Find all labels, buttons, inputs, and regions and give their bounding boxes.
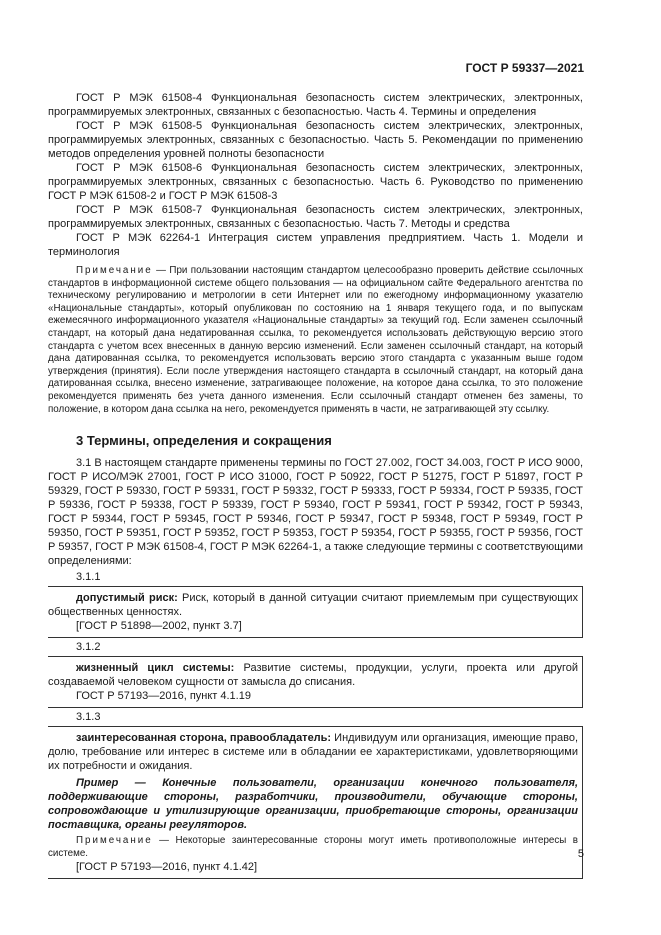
term-example: Пример — Конечные пользователи, организации конечного пользователя, поддерживающие стороны, разработчики, производители, обучающие стороны, сопровождающие и утилизирующие организации, приобретающие стороны, организации поставщика, органы регуляторов. bbox=[48, 777, 578, 832]
term-source: [ГОСТ Р 57193—2016, пункт 4.1.42] bbox=[76, 861, 258, 874]
term-number: 3.1.3 bbox=[76, 711, 101, 724]
ref-item: ГОСТ Р МЭК 61508-6 Функциональная безопасность систем электрических, электронных, программируемых электронных, связанных с безопасностью. Часть 6. Руководство по применению ГОСТ Р МЭК 61508-2 и ГОСТ Р МЭК 61508-3 bbox=[48, 162, 583, 202]
ref-item: ГОСТ Р МЭК 61508-5 Функциональная безопасность систем электрических, электронных, программируемых электронных, связанных с безопасностью. Часть 5. Рекомендации по применению методов определения уровней полноты безопасности bbox=[48, 120, 583, 160]
term-name: заинтересованная сторона, правообладатель: bbox=[76, 732, 332, 745]
document-header: ГОСТ Р 59337—2021 bbox=[465, 61, 584, 75]
term-def-text: Развитие системы, продукции, услуги, проекта или другой создаваемой человеком сущности от замысла до списания. bbox=[48, 662, 578, 689]
term-name: жизненный цикл системы: bbox=[76, 662, 235, 675]
ref-item: ГОСТ Р МЭК 62264-1 Интеграция систем управления предприятием. Часть 1. Модели и терминология bbox=[48, 232, 583, 258]
term-note bbox=[48, 835, 578, 860]
term-box bbox=[48, 656, 583, 708]
term-number: 3.1.2 bbox=[76, 641, 101, 654]
page-number: 5 bbox=[577, 848, 584, 860]
section-heading: 3 Термины, определения и сокращения bbox=[76, 433, 332, 449]
note-text: — Некоторые заинтересованные стороны могут иметь противоположные интересы в системе. bbox=[48, 835, 578, 859]
term-definition bbox=[48, 731, 578, 773]
note-label: Примечание bbox=[76, 835, 153, 847]
page-content bbox=[48, 91, 583, 879]
term-source: ГОСТ Р 57193—2016, пункт 4.1.19 bbox=[76, 690, 251, 703]
ref-item: ГОСТ Р МЭК 61508-7 Функциональная безопасность систем электрических, электронных, программируемых электронных, связанных с безопасностью. Часть 7. Методы и средства bbox=[48, 204, 583, 230]
ref-item: ГОСТ Р МЭК 61508-4 Функциональная безопасность систем электрических, электронных, программируемых электронных, связанных с безопасностью. Часть 4. Термины и определения bbox=[48, 92, 583, 118]
term-source: [ГОСТ Р 51898—2002, пункт 3.7] bbox=[76, 620, 242, 633]
term-definition bbox=[48, 661, 578, 689]
note-label: Примечание bbox=[76, 265, 153, 276]
section-intro: 3.1 В настоящем стандарте применены термины по ГОСТ 27.002, ГОСТ 34.003, ГОСТ Р ИСО 9000, ГОСТ Р ИСО/МЭК 27001, ГОСТ Р ИСО 31000, ГОСТ Р 50922, ГОСТ Р 51275, ГОСТ Р 51897, ГОСТ Р 59329, ГОСТ Р 59330, ГОСТ Р 59331, ГОСТ Р 59332, ГОСТ Р 59333, ГОСТ Р 59334, ГОСТ Р 59335, ГОСТ Р 59336, ГОСТ Р 59338, ГОСТ Р 59339, ГОСТ Р 59340, ГОСТ Р 59341, ГОСТ Р 59342, ГОСТ Р 59343, ГОСТ Р 59344, ГОСТ Р 59345, ГОСТ Р 59346, ГОСТ Р 59347, ГОСТ Р 59348, ГОСТ Р 59349, ГОСТ Р 59350, ГОСТ Р 59351, ГОСТ Р 59352, ГОСТ Р 59353, ГОСТ Р 59354, ГОСТ Р 59355, ГОСТ Р 59356, ГОСТ Р 59357, ГОСТ Р МЭК 61508-4, ГОСТ Р МЭК 62264-1, а также следующие термины с соответствующими определениями: bbox=[48, 457, 583, 568]
term-box bbox=[48, 726, 583, 879]
term-number: 3.1.1 bbox=[76, 571, 101, 584]
term-definition bbox=[48, 591, 578, 619]
term-box bbox=[48, 586, 583, 638]
term-def-text: Индивидуум или организация, имеющие право, долю, требование или интерес в системе или в обладании ее характеристиками, удовлетворяющими их потребности и ожидания. bbox=[48, 732, 578, 773]
term-name: допустимый риск: bbox=[76, 592, 178, 605]
note-text: — При пользовании настоящим стандартом целесообразно проверить действие ссылочных стандартов в информационной системе общего пользования — на официальном сайте Федерального агентства по техническому регулированию и метрологии в сети Интернет или по ежегодному информационному указателю «Национальные стандарты», который опубликован по состоянию на 1 января текущего года, и по выпускам ежемесячного информационного указателя «Национальные стандарты» за текущий год. Если заменен ссылочный стандарт, на который дана недатированная ссылка, то рекомендуется использовать действующую версию этого стандарта с учетом всех внесенных в данную версию изменений. Если заменен ссылочный стандарт, на который дана датированная ссылка, то рекомендуется использовать версию этого стандарта с указанным выше годом утверждения (принятия). Если после утверждения настоящего стандарта в ссылочный стандарт, на который дана датированная ссылка, внесено изменение, затрагивающее положение, на которое дана ссылка, то это положение рекомендуется применять без учета данного изменения. Если ссылочный стандарт отменен без замены, то положение, в котором дана ссылка на него, рекомендуется применять в части, не затрагивающей эту ссылку. bbox=[48, 265, 583, 415]
reference-note bbox=[48, 265, 583, 416]
term-def-text: Риск, который в данной ситуации считают приемлемым при существующих общественных ценностях. bbox=[48, 592, 578, 619]
